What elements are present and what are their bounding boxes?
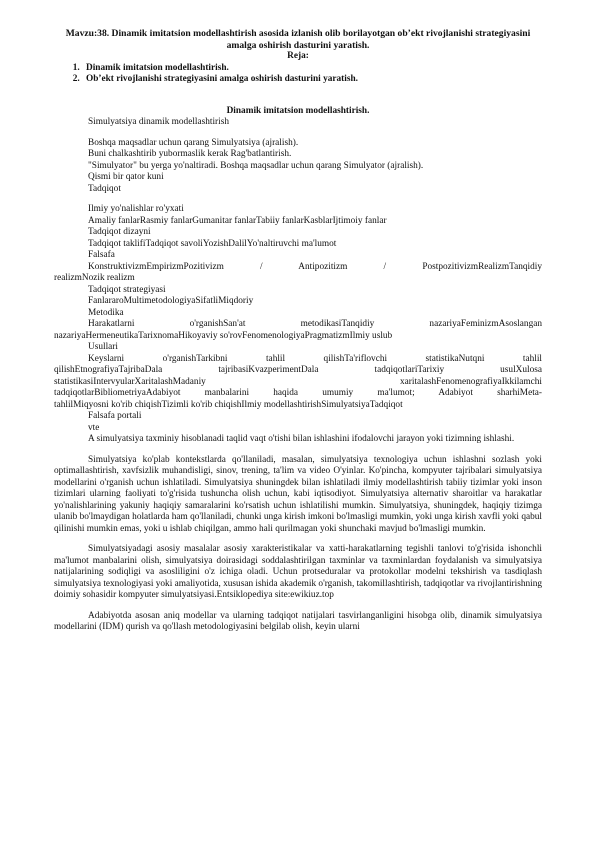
text-line: Falsafa (88, 250, 115, 261)
document-title: Mavzu:38. Dinamik imitatsion modellashtirish asosida izlanish olib borilayotgan ob’ekt rivojlanishi strategiyasini amalga oshirish dasturini yaratish. (65, 28, 531, 51)
plan-item: 2. Ob’ekt rivojlanishi strategiyasini amalga oshirish dasturini yaratish. (82, 74, 542, 86)
plan-item: 1. Dinamik imitatsion modellashtirish. (82, 63, 542, 75)
text-line: Qismi bir qator kuni (88, 172, 164, 183)
text-line: FanlararoMultimetodologiyaSifatliMiqdoriy (88, 296, 254, 307)
plan-label: Reja: (287, 51, 309, 62)
text-line: Amaliy fanlarRasmiy fanlarGumanitar fanlarTabiiy fanlarKasblarIjtimoiy fanlar (88, 215, 387, 226)
text-line: A simulyatsiya taxminiy hisoblanadi taqlid vaqt o'tishi bilan ishlashini ifodalovchi jarayon yoki tizimning ishlashi. (88, 434, 515, 445)
text-line: Tadqiqot strategiyasi (88, 284, 166, 295)
text-line: realizmNozik realizm (54, 273, 135, 284)
text-line: Metodika (88, 307, 124, 318)
text-line: Simulyatsiya dinamik modellashtirish (88, 117, 229, 128)
text-line: Tadqiqot taklifiTadqiqot savoliYozishDalilYo'naltiruvchi ma'lumot (88, 238, 337, 249)
text-line: nazariyaHermeneutikaTarixnomaHikoyaviy so'rovFenomenologiyaPragmatizmIlmiy uslub (54, 330, 393, 341)
text-line: "Simulyator" bu yerga yo'naltiradi. Boshqa maqsadlar uchun qarang Simulyator (ajralish). (88, 160, 424, 171)
text-line: Usullari (88, 342, 118, 353)
section-title: Dinamik imitatsion modellashtirish. (226, 105, 370, 116)
text-line: Boshqa maqsadlar uchun qarang Simulyatsiya (ajralish). (88, 137, 299, 148)
text-line: Buni chalkashtirib yubormaslik kerak Rag'batlantirish. (88, 149, 292, 160)
text-line: Ilmiy yo'nalishlar ro'yxati (88, 204, 184, 215)
text-line: tadqiqotlarBibliometriyaAdabiyot manbalarini haqida umumiy ma'lumot; Adabiyot sharhiMeta- (54, 388, 542, 399)
text-line: Keyslarni o'rganishTarkibni tahlil qilishTa'riflovchi statistikaNutqni tahlil (88, 353, 542, 364)
body-paragraph: Simulyatsiyadagi asosiy masalalar asosiy xarakteristikalar va xatti-harakatlarning tegishli tanlovi to'g'risida ishonchli ma'lumot manbalarini olish, simulyatsiya doirasidagi soddalashtirilgan taxminlar va taxminlardan foydalanish va simulyatsiya natijalarining sodiqligi va asosliligini o'z ichiga oladi. Uchun protseduralar va protokollar modelni tekshirish va tasdiqlash simulyatsiya texnologiyasi yoki amaliyotida, xususan ishida akademik o'rganish, takomillashtirish, tadqiqotlar va rivojlantirishning doimiy sohasidir kompyuter simulyatsiyasi.Entsiklopediya site:ewikiuz.top (54, 544, 542, 601)
text-line: KonstruktivizmEmpirizmPozitivizm / Antipozitizm / PostpozitivizmRealizmTanqidiy (88, 261, 542, 272)
body-paragraph: Adabiyotda asosan aniq modellar va ularning tadqiqot natijalari tasvirlanganligini hisobga olib, dinamik simulyatsiya modellarini (IDM) qurish va qo'llash metodologiyasini belgilab olish, keyin ularni (54, 610, 542, 633)
text-line: vte (88, 422, 100, 433)
text-line: Harakatlarni o'rganishSan'at metodikasiTanqidiy nazariyaFeminizmAsoslangan (88, 319, 542, 330)
text-line: Falsafa portali (88, 411, 142, 422)
text-line: qilishEtnografiyaTajribaDala tajribasiKvazperimentDala tadqiqotlariTarixiy usulXulosa (54, 365, 542, 376)
text-line: tahlilMiqyosni ko'rib chiqishTizimli ko'rib chiqishIlmiy modellashtirishSimulyatsiyaTadqiqot (54, 399, 403, 410)
plan-list (54, 63, 542, 86)
text-line: Tadqiqot dizayni (88, 227, 151, 238)
text-line: statistikasiIntervyularXaritalashMadaniy xaritalashFenomenografiyaIkkilamchi (54, 376, 542, 387)
body-paragraph: Simulyatsiya ko'plab kontekstlarda qo'llaniladi, masalan, simulyatsiya texnologiya uchun ishlashni sozlash yoki optimallashtirish, xavfsizlik muhandisligi, sinov, trening, ta'lim va video O'yinlar. Ko'pincha, kompyuter tajribalari simulyatsiya modellarini o'rganish uchun ishlatiladi. Simulyatsiya shuningdek bilan ishlatiladi ilmiy modellashtirish tabiiy tizimlar yoki inson tizimlari ularning faoliyati to'g'risida tushuncha olish uchun, kabi iqtisodiyot. Simulyatsiya alternativ sharoitlar va harakatlar yo'nalishlarining yakuniy haqiqiy samaralarini ko'rsatish uchun ishlatilishi mumkin. Simulyatsiya, shuningdek, haqiqiy tizimga ulanib bo'lmaydigan holatlarda ham qo'llaniladi, chunki unga kirish imkoni bo'lmasligi mumkin, yoki unga kirish xavfli yoki qabul qilinishi mumkin emas, yoki u ishlab chiqilgan, ammo hali qurilmagan yoki shunchaki mavjud bo'lmasligi mumkin. (54, 454, 542, 534)
text-line: Tadqiqot (88, 183, 121, 194)
